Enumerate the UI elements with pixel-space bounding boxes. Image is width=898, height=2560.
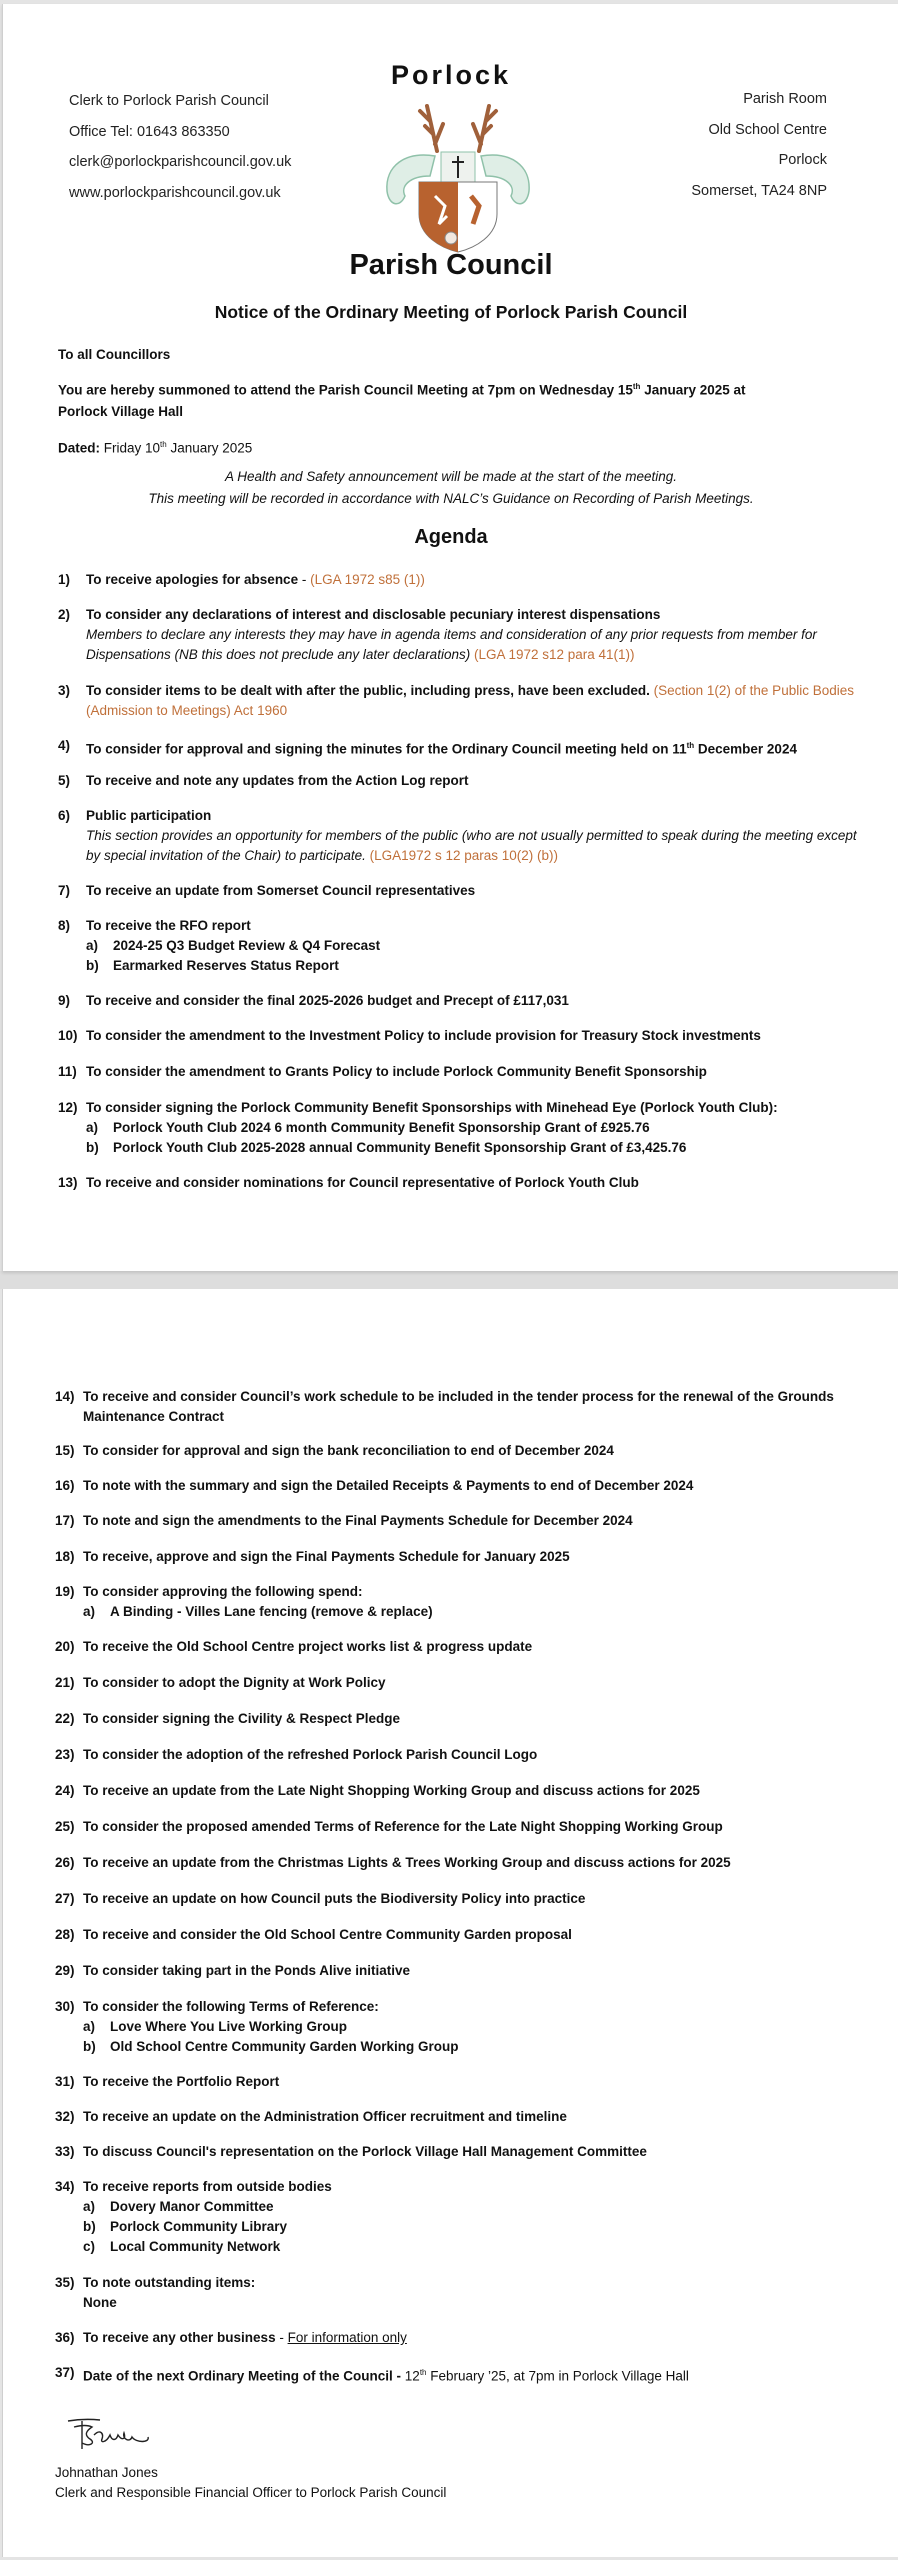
item-number: 26) — [55, 1855, 75, 1870]
agenda-item — [55, 1511, 855, 1531]
agenda-item — [55, 1476, 855, 1496]
agenda-item — [55, 1673, 855, 1693]
item-number: 1) — [58, 572, 71, 587]
item-number: 32) — [55, 2109, 75, 2124]
agenda-item — [58, 771, 858, 791]
item-text: Public participation — [86, 808, 212, 823]
sub-text: Dovery Manor Committee — [110, 2199, 274, 2214]
sub-text: A Binding - Villes Lane fencing (remove & replace) — [110, 1604, 433, 1619]
page-gap — [0, 1271, 898, 1289]
item-number: 24) — [55, 1783, 75, 1798]
dated-pre: Friday 10 — [100, 440, 161, 456]
to-councillors: To all Councillors — [58, 347, 171, 362]
sub-label: a) — [83, 2019, 96, 2034]
item-text: To receive and consider Council’s work schedule to be included in the tender process for the renewal of the Grounds Maintenance Contract — [83, 1389, 834, 1424]
item-number: 20) — [55, 1639, 75, 1654]
summons-text — [58, 376, 858, 422]
sub-item — [86, 936, 858, 956]
agenda-item — [58, 605, 858, 665]
dated-line — [58, 434, 252, 459]
item-text: To receive an update from Somerset Council representatives — [86, 883, 476, 898]
item-note: This section provides an opportunity for members of the public (who are not usually permitted to speak during the meeting except by special invitation of the Chair) to participate. — [86, 828, 857, 863]
document-page-1 — [2, 4, 898, 1271]
sub-label: b) — [86, 958, 99, 973]
item-number: 28) — [55, 1927, 75, 1942]
item-number: 3) — [58, 683, 71, 698]
item-number: 23) — [55, 1747, 75, 1762]
item-text: To receive, approve and sign the Final Payments Schedule for January 2025 — [83, 1549, 570, 1564]
item-text: To discuss Council's representation on the Porlock Village Hall Management Committee — [83, 2144, 647, 2159]
office-tel: Office Tel: 01643 863350 — [69, 123, 230, 140]
agenda-item — [55, 1547, 855, 1567]
item-text: To receive an update from the Late Night Shopping Working Group and discuss actions for 2025 — [83, 1783, 700, 1798]
item-text: To receive and note any updates from the Action Log report — [86, 773, 469, 788]
summons-post: January 2025 at — [640, 382, 746, 398]
sub-item — [86, 956, 858, 976]
item-number: 15) — [55, 1443, 75, 1458]
address-block — [691, 84, 827, 206]
sub-label: a) — [86, 1120, 99, 1135]
agenda-item — [55, 2363, 855, 2387]
sub-item — [83, 2037, 855, 2057]
item-text: To receive the Old School Centre project works list & progress update — [83, 1639, 533, 1654]
signer-name: Johnathan Jones — [55, 2465, 158, 2480]
contact-block — [69, 86, 291, 208]
agenda-item — [58, 681, 858, 721]
summons-pre: You are hereby summoned to attend the Parish Council Meeting at 7pm on Wednesday 15 — [58, 382, 633, 398]
item-number: 30) — [55, 1999, 75, 2014]
sub-label: a) — [83, 2199, 96, 2214]
separator: - — [275, 2330, 288, 2345]
legal-reference: (Section 1(2) of the Public Bodies (Admission to Meetings) Act 1960 — [86, 683, 854, 718]
agenda-item — [58, 1026, 858, 1046]
item-number: 22) — [55, 1711, 75, 1726]
agenda-item — [58, 736, 858, 760]
sub-label: a) — [86, 938, 99, 953]
item-number: 2) — [58, 607, 71, 622]
recording-note: This meeting will be recorded in accordance with NALC’s Guidance on Recording of Parish Meetings. — [148, 491, 754, 506]
item-text: To consider the amendment to Grants Policy to include Porlock Community Benefit Sponsorship — [86, 1064, 707, 1079]
website-link[interactable]: www.porlockparishcouncil.gov.uk — [69, 184, 281, 201]
item-text: To consider for approval and signing the minutes for the Ordinary Council meeting held on 11 — [86, 741, 687, 757]
item-text: To receive the Portfolio Report — [83, 2074, 280, 2089]
sup: th — [686, 741, 695, 750]
for-information-link[interactable]: For information only — [287, 2330, 407, 2345]
agenda-item — [55, 1637, 855, 1657]
agenda-item — [55, 2107, 855, 2127]
sub-text: Old School Centre Community Garden Working Group — [110, 2039, 459, 2054]
item-text: To note and sign the amendments to the Final Payments Schedule for December 2024 — [83, 1513, 633, 1528]
agenda-item — [55, 1817, 855, 1837]
agenda-item — [58, 1173, 858, 1193]
item-note: Members to declare any interests they may have in agenda items and consideration of any prior requests from member for Dispensations (NB this does not preclude any later declarations) — [86, 627, 817, 662]
address-line: Porlock — [778, 152, 827, 168]
agenda-item — [55, 1997, 855, 2057]
venue: Porlock Village Hall — [58, 403, 184, 419]
item-text: To receive any other business — [83, 2330, 276, 2345]
item-text: To consider approving the following spend: — [83, 1584, 363, 1599]
item-number: 19) — [55, 1584, 75, 1599]
agenda-item — [55, 1925, 855, 1945]
sub-text: Local Community Network — [110, 2239, 281, 2254]
sub-label: b) — [83, 2219, 96, 2234]
item-number: 33) — [55, 2144, 75, 2159]
agenda-item — [55, 1582, 855, 1622]
next-meeting-details: February ’25, at 7pm in Porlock Village Hall — [426, 2368, 689, 2384]
agenda-item — [55, 2177, 855, 2257]
sub-item — [83, 1602, 855, 1622]
item-text: To consider any declarations of interest and disclosable pecuniary interest dispensations — [86, 607, 661, 622]
email-link[interactable]: clerk@porlockparishcouncil.gov.uk — [69, 154, 292, 170]
item-number: 10) — [58, 1028, 78, 1043]
item-text: To consider signing the Porlock Community Benefit Sponsorships with Minehead Eye (Porlock Youth Club): — [86, 1100, 778, 1115]
agenda-item — [55, 1781, 855, 1801]
agenda-item — [55, 1441, 855, 1461]
sub-item — [86, 1118, 858, 1138]
item-text: To consider for approval and sign the bank reconciliation to end of December 2024 — [83, 1443, 614, 1458]
next-meeting-date: 12 — [401, 2368, 420, 2384]
agenda-item — [55, 1745, 855, 1765]
item-text: To consider taking part in the Ponds Alive initiative — [83, 1963, 411, 1978]
agenda-item — [55, 2142, 855, 2162]
item-number: 21) — [55, 1675, 75, 1690]
agenda-item — [55, 1387, 855, 1427]
legal-reference: (LGA1972 s 12 paras 10(2) (b)) — [365, 848, 558, 863]
item-number: 6) — [58, 808, 71, 823]
item-text: To consider signing the Civility & Respect Pledge — [83, 1711, 401, 1726]
legal-reference: (LGA 1972 s12 para 41(1)) — [470, 647, 635, 662]
item-text: To consider the adoption of the refreshed Porlock Parish Council Logo — [83, 1747, 538, 1762]
item-text: To consider the amendment to the Investment Policy to include provision for Treasury Stock investments — [86, 1028, 761, 1043]
item-text: To note outstanding items: — [83, 2275, 256, 2290]
item-text: To receive reports from outside bodies — [83, 2179, 332, 2194]
sub-text: Love Where You Live Working Group — [110, 2019, 348, 2034]
sub-label: b) — [86, 1140, 99, 1155]
clerk-label: Clerk to Porlock Parish Council — [69, 93, 269, 109]
sub-label: c) — [83, 2239, 96, 2254]
sub-text: Earmarked Reserves Status Report — [113, 958, 339, 973]
signer-role: Clerk and Responsible Financial Officer to Porlock Parish Council — [55, 2485, 447, 2500]
agenda-item — [55, 1889, 855, 1909]
agenda-item — [58, 1062, 858, 1082]
health-safety-note: A Health and Safety announcement will be made at the start of the meeting. — [224, 469, 678, 484]
notice-title: Notice of the Ordinary Meeting of Porlock Parish Council — [214, 302, 688, 322]
sub-item — [83, 2237, 855, 2257]
dated-post: January 2025 — [166, 440, 253, 456]
agenda-item — [58, 1098, 858, 1158]
brand-porlock: Porlock — [390, 60, 512, 90]
item-number: 27) — [55, 1891, 75, 1906]
item-number: 4) — [58, 738, 71, 753]
item-number: 37) — [55, 2365, 75, 2380]
item-text: To receive the RFO report — [86, 918, 251, 933]
sub-text: 2024-25 Q3 Budget Review & Q4 Forecast — [113, 938, 381, 953]
agenda-item — [58, 806, 858, 866]
item-number: 31) — [55, 2074, 75, 2089]
item-text: None — [83, 2295, 117, 2310]
item-number: 14) — [55, 1389, 75, 1404]
item-number: 7) — [58, 883, 71, 898]
address-line: Old School Centre — [708, 121, 827, 138]
item-number: 25) — [55, 1819, 75, 1834]
sup: th — [632, 382, 641, 391]
sup: th — [160, 440, 167, 449]
item-number: 29) — [55, 1963, 75, 1978]
item-number: 12) — [58, 1100, 78, 1115]
sub-item — [83, 2197, 855, 2217]
separator: - — [298, 572, 311, 587]
item-text: To receive an update on how Council puts the Biodiversity Policy into practice — [83, 1891, 586, 1906]
item-text: To receive and consider nominations for Council representative of Porlock Youth Club — [86, 1175, 639, 1190]
sub-item — [83, 2017, 855, 2037]
sub-label: a) — [83, 1604, 96, 1619]
dated-label: Dated: — [58, 440, 101, 456]
sub-text: Porlock Youth Club 2024 6 month Community Benefit Sponsorship Grant of £925.76 — [113, 1120, 650, 1135]
agenda-item — [55, 1853, 855, 1873]
agenda-item — [58, 991, 858, 1011]
agenda-item — [58, 881, 858, 901]
agenda-heading: Agenda — [414, 526, 488, 548]
sub-text: Porlock Community Library — [110, 2219, 288, 2234]
signatory-block — [55, 2463, 446, 2503]
agenda-item — [58, 916, 858, 976]
sub-item — [83, 2217, 855, 2237]
agenda-item — [58, 570, 858, 590]
item-number: 9) — [58, 993, 71, 1008]
item-number: 17) — [55, 1513, 75, 1528]
item-text: December 2024 — [694, 741, 797, 757]
address-line: Parish Room — [743, 91, 827, 107]
legal-reference: (LGA 1972 s85 (1)) — [310, 572, 425, 587]
item-number: 16) — [55, 1478, 75, 1493]
item-number: 5) — [58, 773, 71, 788]
item-text: To receive apologies for absence — [86, 572, 299, 587]
item-number: 13) — [58, 1175, 78, 1190]
item-text: To consider to adopt the Dignity at Work Policy — [83, 1675, 386, 1690]
item-text: To consider the proposed amended Terms of Reference for the Late Night Shopping Working Group — [83, 1819, 723, 1834]
sub-item — [86, 1138, 858, 1158]
agenda-item — [55, 1709, 855, 1729]
agenda-item — [55, 2273, 855, 2313]
sub-text: Porlock Youth Club 2025-2028 annual Community Benefit Sponsorship Grant of £3,425.76 — [113, 1140, 687, 1155]
coat-of-arms-icon — [375, 96, 541, 254]
sub-label: b) — [83, 2039, 96, 2054]
brand-parish-council: Parish Council — [349, 249, 553, 281]
agenda-item — [55, 2328, 855, 2348]
address-line: Somerset, TA24 8NP — [691, 182, 827, 199]
item-number: 35) — [55, 2275, 75, 2290]
item-text: To consider items to be dealt with after the public, including press, have been excluded. — [86, 683, 650, 698]
item-text: To receive and consider the final 2025-2026 budget and Precept of £117,031 — [86, 993, 569, 1008]
agenda-item — [55, 1961, 855, 1981]
item-text: To consider the following Terms of Reference: — [83, 1999, 379, 2014]
item-number: 34) — [55, 2179, 75, 2194]
item-number: 11) — [58, 1064, 77, 1079]
item-text: Date of the next Ordinary Meeting of the Council - — [83, 2368, 402, 2384]
item-number: 36) — [55, 2330, 75, 2345]
signature-icon — [60, 2413, 160, 2453]
agenda-item — [55, 2072, 855, 2092]
item-text: To note with the summary and sign the Detailed Receipts & Payments to end of December 2024 — [83, 1478, 694, 1493]
sup: th — [419, 2368, 427, 2377]
item-text: To receive an update on the Administration Officer recruitment and timeline — [83, 2109, 567, 2124]
item-number: 18) — [55, 1549, 75, 1564]
item-text: To receive an update from the Christmas Lights & Trees Working Group and discuss actions for 2025 — [83, 1855, 731, 1870]
item-number: 8) — [58, 918, 71, 933]
item-text: To receive and consider the Old School Centre Community Garden proposal — [83, 1927, 572, 1942]
